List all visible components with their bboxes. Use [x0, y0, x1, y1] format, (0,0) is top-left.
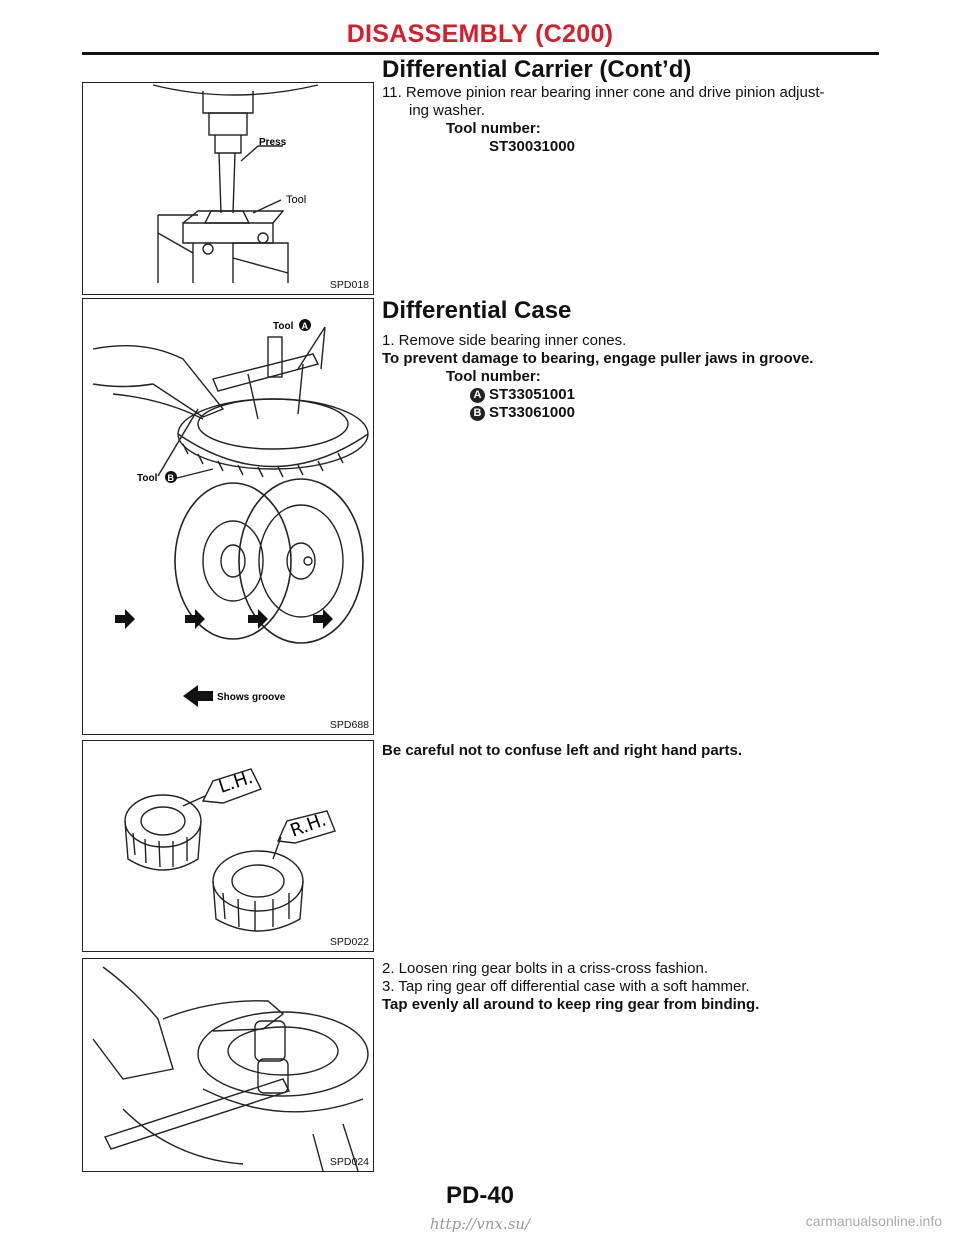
- figure-code: SPD022: [329, 936, 369, 948]
- header-rule: [82, 52, 879, 55]
- tool-label: Tool: [286, 194, 307, 206]
- section-title: DISASSEMBLY (C200): [346, 20, 614, 48]
- figure-press: [82, 82, 374, 295]
- page-subtitle: Differential Carrier (Cont’d): [382, 56, 692, 83]
- tool-b-number: ST33061000: [489, 404, 575, 421]
- figure-code: SPD024: [329, 1156, 369, 1168]
- tool-a-mark: A: [301, 321, 308, 331]
- careful-note: Be careful not to confuse left and right hand parts.: [382, 742, 743, 759]
- rh-tag: R.H.: [287, 809, 330, 842]
- tap-note: Tap evenly all around to keep ring gear from binding.: [382, 996, 760, 1013]
- tool-b-label: Tool: [137, 473, 158, 484]
- tool-number-value: ST30031000: [489, 138, 575, 155]
- lh-tag: L.H.: [216, 767, 256, 798]
- figure-code: SPD018: [329, 279, 369, 291]
- step-1: 1. Remove side bearing inner cones.: [382, 332, 627, 349]
- watermark: carmanualsonline.info: [805, 1213, 942, 1229]
- figure-puller: [82, 298, 374, 735]
- tool-b-mark: B: [167, 473, 174, 483]
- tool-a-entry: [470, 386, 575, 404]
- page-number: PD-40: [445, 1182, 515, 1209]
- footer-url[interactable]: http://vnx.su/: [429, 1215, 531, 1233]
- step-2: 2. Loosen ring gear bolts in a criss-cross fashion.: [382, 960, 708, 977]
- caution-text: To prevent damage to bearing, engage puller jaws in groove.: [382, 350, 814, 367]
- bearings-illustration: [83, 741, 373, 951]
- figure-hammer: [82, 958, 374, 1172]
- tool-b-entry: [470, 404, 575, 422]
- tool-number-label: Tool number:: [446, 120, 541, 137]
- tool-a-badge: A: [470, 388, 485, 403]
- section-heading: Differential Case: [382, 297, 572, 324]
- hammer-illustration: [83, 959, 373, 1171]
- step-3: 3. Tap ring gear off differential case with a soft hammer.: [382, 978, 750, 995]
- tool-number-label: Tool number:: [446, 368, 541, 385]
- tool-b-badge: B: [470, 406, 485, 421]
- tool-a-number: ST33051001: [489, 386, 575, 403]
- press-label: Press: [259, 137, 287, 148]
- shows-groove-label: Shows groove: [217, 692, 286, 703]
- tool-a-label: Tool: [273, 321, 294, 332]
- puller-illustration: [83, 299, 373, 734]
- press-illustration: [83, 83, 373, 294]
- step-11-line1: 11. Remove pinion rear bearing inner cone and drive pinion adjust-: [382, 84, 825, 101]
- figure-code: SPD688: [329, 719, 369, 731]
- step-11-line2: ing washer.: [409, 102, 485, 119]
- figure-bearings: [82, 740, 374, 952]
